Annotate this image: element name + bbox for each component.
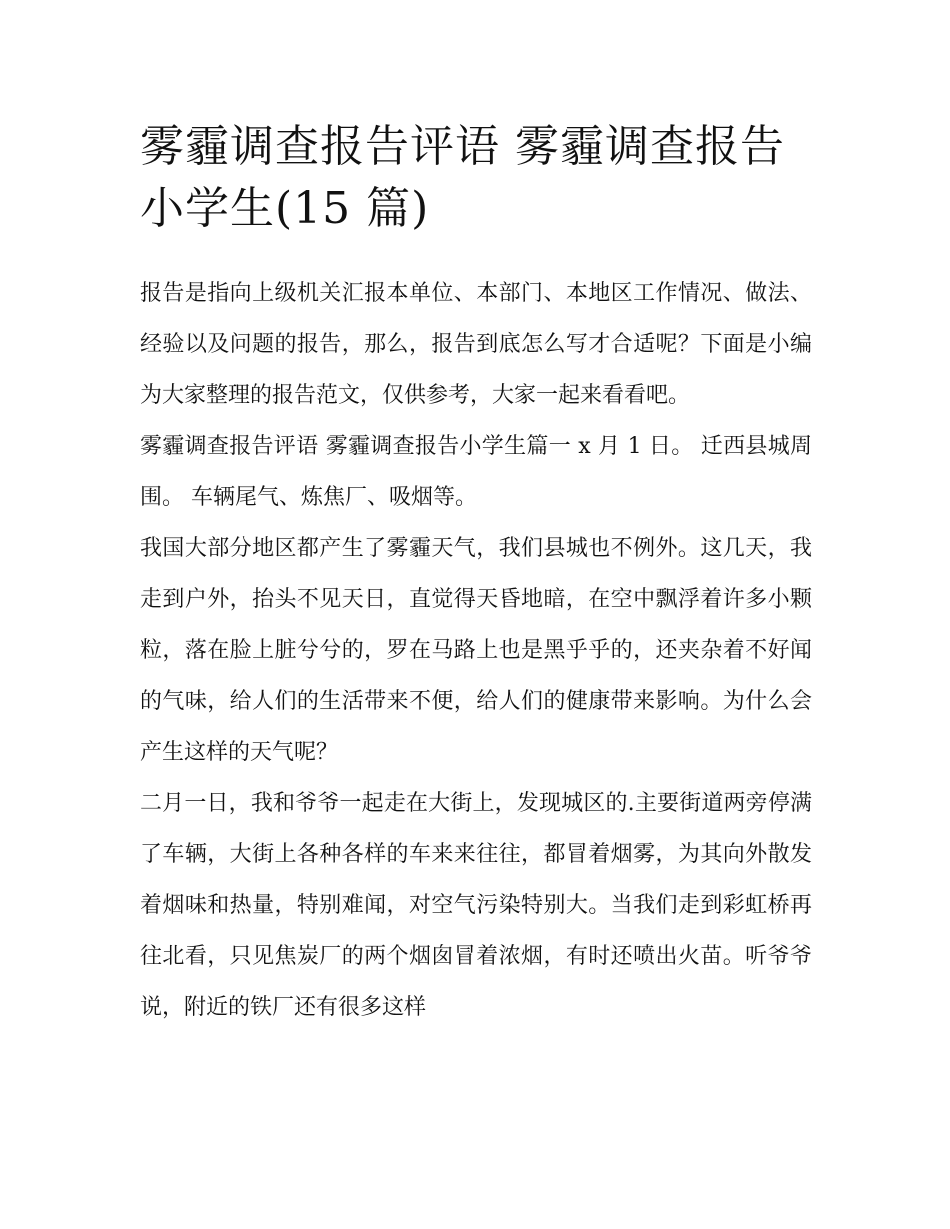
paragraph-street-observation: 二月一日，我和爷爷一起走在大街上，发现城区的.主要街道两旁停满了车辆，大街上各种各样的车来来往往，都冒着烟雾，为其向外散发着烟味和热量，特别难闻，对空气污染特别大。当我们走到彩虹桥再往北看，只见焦炭厂的两个烟囱冒着浓烟，有时还喷出火苗。听爷爷说，附近的铁厂还有很多这样 <box>140 791 812 1020</box>
document-body <box>140 116 812 1033</box>
document-title: 雾霾调查报告评语 雾霾调查报告小学生(15 篇) <box>140 121 785 234</box>
paragraph-survey-info: 雾霾调查报告评语 雾霾调查报告小学生篇一 x 月 1 日。 迁西县城周围。 车辆尾气、炼焦厂、吸烟等。 <box>140 434 812 510</box>
paragraph-haze-weather: 我国大部分地区都产生了雾霾天气，我们县城也不例外。这几天，我走到户外，抬头不见天日，直觉得天昏地暗，在空中飘浮着许多小颗粒，落在脸上脏兮兮的，罗在马路上也是黑乎乎的，还夹杂着不好闻的气味，给人们的生活带来不便，给人们的健康带来影响。为什么会产生这样的天气呢？ <box>140 536 812 765</box>
paragraph-intro: 报告是指向上级机关汇报本单位、本部门、本地区工作情况、做法、经验以及问题的报告，那么，报告到底怎么写才合适呢？下面是小编为大家整理的报告范文，仅供参考，大家一起来看看吧。 <box>140 281 812 408</box>
